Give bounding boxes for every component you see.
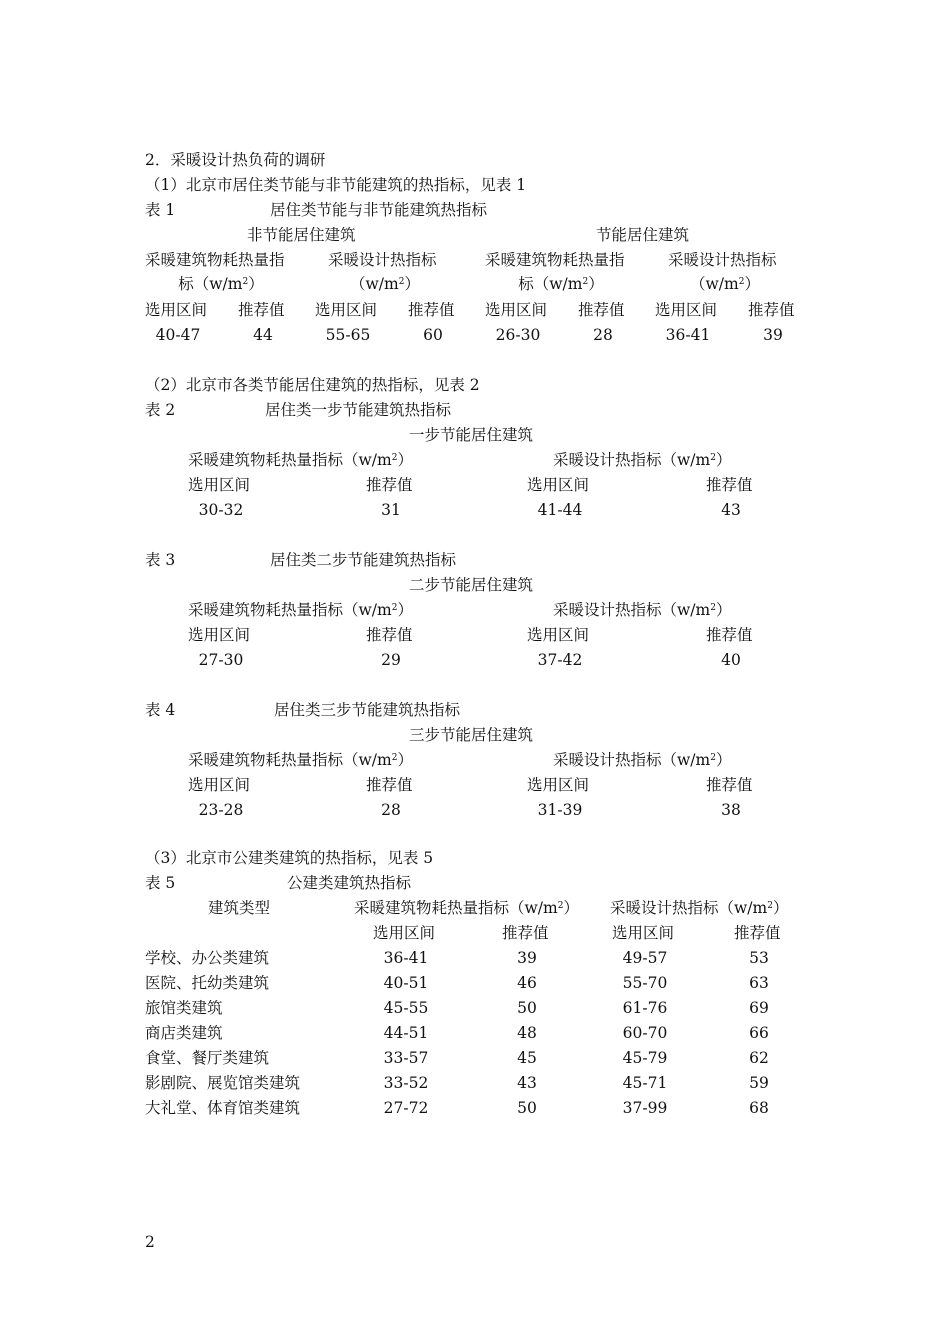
- table-5-sub-rec-1: 推荐值: [502, 924, 549, 942]
- table-5-cell-consumption-rec: 45: [517, 1049, 537, 1067]
- table-5-cell-design-range: 45-71: [622, 1074, 668, 1092]
- table-1-cell: 39: [763, 326, 783, 344]
- table-5-cell-type: 大礼堂、体育馆类建筑: [145, 1099, 301, 1117]
- table-1-sub-range-2: 选用区间: [315, 301, 378, 319]
- table-2-title: 居住类一步节能建筑热指标: [265, 401, 452, 419]
- table-3-group: 二步节能居住建筑: [409, 576, 534, 594]
- table-5-title: 公建类建筑热指标: [287, 874, 412, 892]
- part3-intro: （3）北京市公建类建筑的热指标，见表 5: [145, 849, 434, 867]
- table-5-sub-rec-2: 推荐值: [734, 924, 781, 942]
- table-3-sub-rec-2: 推荐值: [706, 626, 753, 644]
- table-5-cell-design-range: 60-70: [622, 1024, 668, 1042]
- table-5-cell-consumption-rec: 43: [517, 1074, 537, 1092]
- table-1-col-consumption-1a: 采暖建筑物耗热量指: [145, 251, 285, 269]
- table-3-sub-range-1: 选用区间: [188, 626, 251, 644]
- table-1-col-consumption-2b: 标$(w/m^2)$: [518, 275, 604, 293]
- table-2-cell: 43: [721, 501, 741, 519]
- table-1-cell: 26-30: [495, 326, 541, 344]
- table-5-col-design: 采暖设计热指标$(w/m^2)$: [610, 899, 789, 917]
- table-2-sub-rec-1: 推荐值: [366, 476, 413, 494]
- table-4-cell: 28: [381, 801, 401, 819]
- table-5-cell-design-rec: 66: [749, 1024, 769, 1042]
- table-4-label: 表 4: [145, 701, 176, 719]
- table-3-cell: 27-30: [198, 651, 244, 669]
- table-4-col-consumption: 采暖建筑物耗热量指标$(w/m^2)$: [188, 751, 413, 769]
- table-1-cell: 36-41: [665, 326, 711, 344]
- table-1-sub-range-3: 选用区间: [485, 301, 548, 319]
- table-1-cell: 55-65: [325, 326, 371, 344]
- table-5-cell-design-range: 37-99: [622, 1099, 668, 1117]
- table-5-cell-type: 旅馆类建筑: [145, 999, 223, 1017]
- table-4-cell: 31-39: [537, 801, 583, 819]
- page-number: 2: [145, 1233, 155, 1251]
- table-3-cell: 29: [381, 651, 401, 669]
- table-5-cell-consumption-range: 36-41: [383, 949, 429, 967]
- table-2-col-design: 采暖设计热指标$(w/m^2)$: [553, 451, 732, 469]
- table-3-label: 表 3: [145, 551, 176, 569]
- table-3-cell: 40: [721, 651, 741, 669]
- table-3-title: 居住类二步节能建筑热指标: [270, 551, 457, 569]
- table-2-cell: 41-44: [537, 501, 583, 519]
- table-1-col-consumption-2a: 采暖建筑物耗热量指: [485, 251, 625, 269]
- table-5-cell-consumption-range: 45-55: [383, 999, 429, 1017]
- table-4-group: 三步节能居住建筑: [409, 726, 534, 744]
- table-2-label: 表 2: [145, 401, 176, 419]
- table-5-cell-design-rec: 63: [749, 974, 769, 992]
- table-3-col-consumption: 采暖建筑物耗热量指标$(w/m^2)$: [188, 601, 413, 619]
- table-1-group-energy-saving: 节能居住建筑: [596, 226, 690, 244]
- table-1-cell: 28: [593, 326, 613, 344]
- table-1-col-design-2b: $(w/m^2)$: [690, 275, 760, 293]
- table-2-col-consumption: 采暖建筑物耗热量指标$(w/m^2)$: [188, 451, 413, 469]
- table-1-col-design-1b: $(w/m^2)$: [350, 275, 420, 293]
- table-5-cell-design-rec: 69: [749, 999, 769, 1017]
- table-5-cell-consumption-range: 33-52: [383, 1074, 429, 1092]
- table-5-cell-design-range: 61-76: [622, 999, 668, 1017]
- table-5-cell-design-range: 45-79: [622, 1049, 668, 1067]
- table-5-cell-design-rec: 62: [749, 1049, 769, 1067]
- table-2-sub-rec-2: 推荐值: [706, 476, 753, 494]
- table-4-sub-range-2: 选用区间: [527, 776, 590, 794]
- section-heading: 2．采暖设计热负荷的调研: [145, 151, 326, 169]
- table-5-cell-type: 食堂、餐厅类建筑: [145, 1049, 270, 1067]
- table-3-cell: 37-42: [537, 651, 583, 669]
- table-1-sub-rec-1: 推荐值: [238, 301, 285, 319]
- table-5-cell-type: 学校、办公类建筑: [145, 949, 270, 967]
- table-1-sub-range-4: 选用区间: [655, 301, 718, 319]
- table-5-sub-range-2: 选用区间: [612, 924, 675, 942]
- table-5-cell-consumption-rec: 50: [517, 999, 537, 1017]
- table-2-sub-range-2: 选用区间: [527, 476, 590, 494]
- table-1-sub-rec-4: 推荐值: [748, 301, 795, 319]
- table-5-cell-type: 医院、托幼类建筑: [145, 974, 270, 992]
- table-1-col-design-1a: 采暖设计热指标: [328, 251, 437, 269]
- table-5-sub-range-1: 选用区间: [373, 924, 436, 942]
- table-4-title: 居住类三步节能建筑热指标: [274, 701, 461, 719]
- table-1-col-consumption-1b: 标$(w/m^2)$: [178, 275, 264, 293]
- table-5-cell-design-rec: 59: [749, 1074, 769, 1092]
- part1-intro: （1）北京市居住类节能与非节能建筑的热指标，见表 1: [145, 176, 527, 194]
- table-2-sub-range-1: 选用区间: [188, 476, 251, 494]
- table-5-cell-consumption-rec: 48: [517, 1024, 537, 1042]
- table-5-cell-type: 商店类建筑: [145, 1024, 223, 1042]
- table-4-sub-rec-2: 推荐值: [706, 776, 753, 794]
- table-1-sub-range-1: 选用区间: [145, 301, 208, 319]
- table-1-sub-rec-2: 推荐值: [408, 301, 455, 319]
- table-3-col-design: 采暖设计热指标$(w/m^2)$: [553, 601, 732, 619]
- table-5-cell-design-range: 49-57: [622, 949, 668, 967]
- table-5-cell-consumption-rec: 39: [517, 949, 537, 967]
- table-5-col-consumption: 采暖建筑物耗热量指标$(w/m^2)$: [354, 899, 579, 917]
- table-5-cell-consumption-range: 40-51: [383, 974, 429, 992]
- table-4-cell: 23-28: [198, 801, 244, 819]
- table-1-cell: 44: [253, 326, 273, 344]
- table-1-col-design-2a: 采暖设计热指标: [668, 251, 777, 269]
- table-1-sub-rec-3: 推荐值: [578, 301, 625, 319]
- table-5-col-type: 建筑类型: [208, 899, 271, 917]
- table-5-cell-design-rec: 68: [749, 1099, 769, 1117]
- table-2-group: 一步节能居住建筑: [409, 426, 534, 444]
- table-5-cell-consumption-rec: 46: [517, 974, 537, 992]
- table-1-cell: 40-47: [155, 326, 201, 344]
- table-4-cell: 38: [721, 801, 741, 819]
- table-4-sub-range-1: 选用区间: [188, 776, 251, 794]
- table-5-cell-consumption-rec: 50: [517, 1099, 537, 1117]
- table-5-cell-consumption-range: 27-72: [383, 1099, 429, 1117]
- table-4-col-design: 采暖设计热指标$(w/m^2)$: [553, 751, 732, 769]
- table-5-cell-design-range: 55-70: [622, 974, 668, 992]
- table-3-sub-rec-1: 推荐值: [366, 626, 413, 644]
- table-2-cell: 31: [381, 501, 401, 519]
- table-5-cell-consumption-range: 33-57: [383, 1049, 429, 1067]
- table-4-sub-rec-1: 推荐值: [366, 776, 413, 794]
- table-3-sub-range-2: 选用区间: [527, 626, 590, 644]
- table-5-cell-type: 影剧院、展览馆类建筑: [145, 1074, 301, 1092]
- table-1-title: 居住类节能与非节能建筑热指标: [270, 201, 488, 219]
- part2-intro: （2）北京市各类节能居住建筑的热指标，见表 2: [145, 376, 480, 394]
- table-1-cell: 60: [423, 326, 443, 344]
- table-5-cell-consumption-range: 44-51: [383, 1024, 429, 1042]
- table-2-cell: 30-32: [198, 501, 244, 519]
- table-5-cell-design-rec: 53: [749, 949, 769, 967]
- table-1-label: 表 1: [145, 201, 176, 219]
- table-5-label: 表 5: [145, 874, 176, 892]
- table-1-group-non-energy-saving: 非节能居住建筑: [247, 226, 356, 244]
